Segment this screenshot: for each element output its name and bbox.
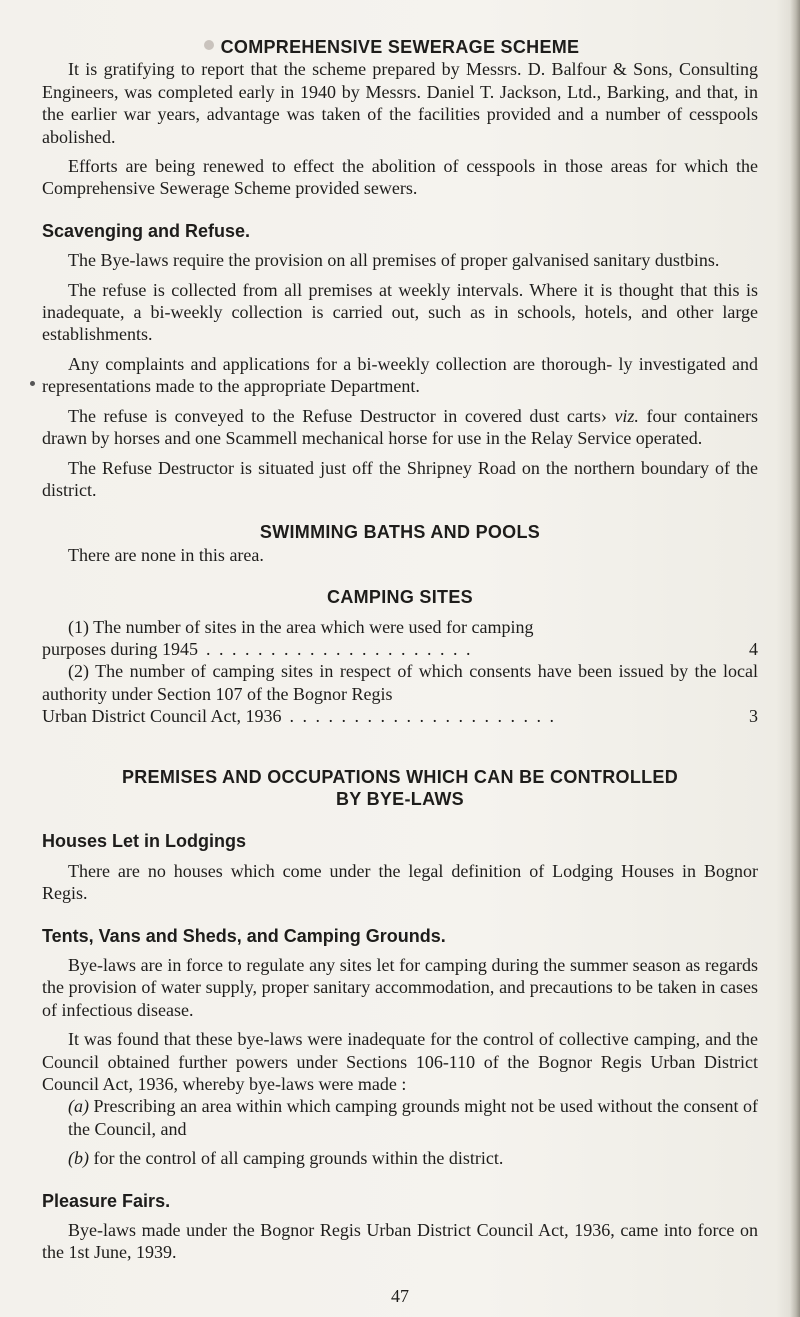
paragraph-scavenging-2: The refuse is collected from all premises at weekly intervals. Where it is thought that this is inadequate, a bi-weekly collection is carried out, such as in schools, hotels, and other large establishments. — [42, 279, 758, 345]
paragraph-houses: There are no houses which come under the legal definition of Lodging Houses in Bognor Regis. — [42, 860, 758, 904]
heading-swimming-baths: SWIMMING BATHS AND POOLS — [259, 522, 541, 543]
margin-mark — [30, 381, 35, 386]
paragraph-scavenging-4-b: four containers drawn by horses and one Scammell mechanical horse for use in the Relay Service operated. — [42, 405, 759, 449]
paragraph-scavenging-3: Any complaints and applications for a bi-weekly collection are thorough- ly investigated and representations made to the appropriate Department. — [42, 353, 758, 397]
camping-item-2-leader — [42, 705, 758, 727]
heading-pleasure-fairs: Pleasure Fairs. — [42, 1190, 171, 1211]
camping-item-1-value: 4 — [749, 638, 758, 659]
paragraph-scavenging-4 — [42, 405, 758, 450]
heading-camping-sites: CAMPING SITES — [327, 587, 473, 608]
camping-item-2-last: Urban District Council Act, 1936 — [42, 706, 282, 727]
list-item-a — [42, 1095, 758, 1140]
paragraph-sewerage-2: Efforts are being renewed to effect the abolition of cesspools in those areas for which the Comprehensive Sewerage Scheme provided sewers. — [42, 156, 758, 199]
page-content — [42, 36, 758, 1264]
viz-abbrev: viz. — [614, 405, 639, 426]
paragraph-scavenging-5: The Refuse Destructor is situated just off the Shripney Road on the northern boundary of the district. — [42, 457, 758, 500]
page-edge-shadow — [790, 0, 800, 1317]
leader-dots: . . . . . . . . . . . . . . . . . . . . . — [206, 638, 473, 659]
list-item-b-text: for the control of all camping grounds within the district. — [93, 1148, 504, 1169]
heading-sewerage-scheme: COMPREHENSIVE SEWERAGE SCHEME — [220, 37, 580, 57]
heading-tents-vans: Tents, Vans and Sheds, and Camping Grounds. — [42, 925, 446, 946]
paragraph-scavenging-4-a: The refuse is conveyed to the Refuse Destructor in covered dust carts› — [68, 405, 607, 426]
list-item-a-text: Prescribing an area within which camping grounds might not be used without the consent of the Council, and — [68, 1096, 758, 1139]
camping-item-1-leader — [42, 638, 758, 660]
list-item-b — [42, 1147, 758, 1169]
paragraph-sewerage-1: It is gratifying to report that the scheme prepared by Messrs. D. Balfour & Sons, Consulting Engineers, was completed early in 1940 by Messrs. Daniel T. Jackson, Ltd., Barking, and that, in the earlier war years, advantage was taken of the facilities provided and a number of cesspools abolished. — [42, 59, 758, 147]
paragraph-tents-2: It was found that these bye-laws were inadequate for the control of collective camping, and the Council obtained further powers under Sections 106-110 of the Bognor Regis Urban District Council Act, 1936, whereby bye-laws were made : — [42, 1029, 758, 1095]
heading-houses-let: Houses Let in Lodgings — [42, 831, 247, 852]
heading-scavenging-refuse: Scavenging and Refuse. — [42, 220, 251, 241]
list-item-a-label: (a) — [68, 1096, 89, 1117]
leader-dots: . . . . . . . . . . . . . . . . . . . . . — [289, 706, 556, 727]
camping-item-2-lines: (2) The number of camping sites in respect of which consents have been issued by the local authority under Section 107 of the Bognor Regis — [42, 661, 758, 704]
paragraph-tents-1: Bye-laws are in force to regulate any sites let for camping during the summer season as regards the provision of water supply, proper sanitary accommodation, and precautions to be taken in cases of infectious disease. — [42, 955, 758, 1020]
paragraph-fairs: Bye-laws made under the Bognor Regis Urban District Council Act, 1936, came into force on the 1st June, 1939. — [42, 1220, 758, 1263]
paragraph-scavenging-1: The Bye-laws require the provision on all premises of proper galvanised sanitary dustbins. — [68, 250, 720, 271]
page-number: 47 — [391, 1286, 409, 1306]
paragraph-swimming: There are none in this area. — [68, 544, 264, 565]
list-item-b-label: (b) — [68, 1148, 89, 1169]
heading-premises-line2: BY BYE-LAWS — [336, 788, 464, 809]
heading-premises-line1: PREMISES AND OCCUPATIONS WHICH CAN BE CONTROLLED — [121, 766, 679, 787]
camping-item-2-value: 3 — [749, 706, 758, 727]
camping-item-1-line2: purposes during 1945 — [42, 638, 198, 659]
camping-item-1-line1: (1) The number of sites in the area which were used for camping — [68, 616, 534, 637]
